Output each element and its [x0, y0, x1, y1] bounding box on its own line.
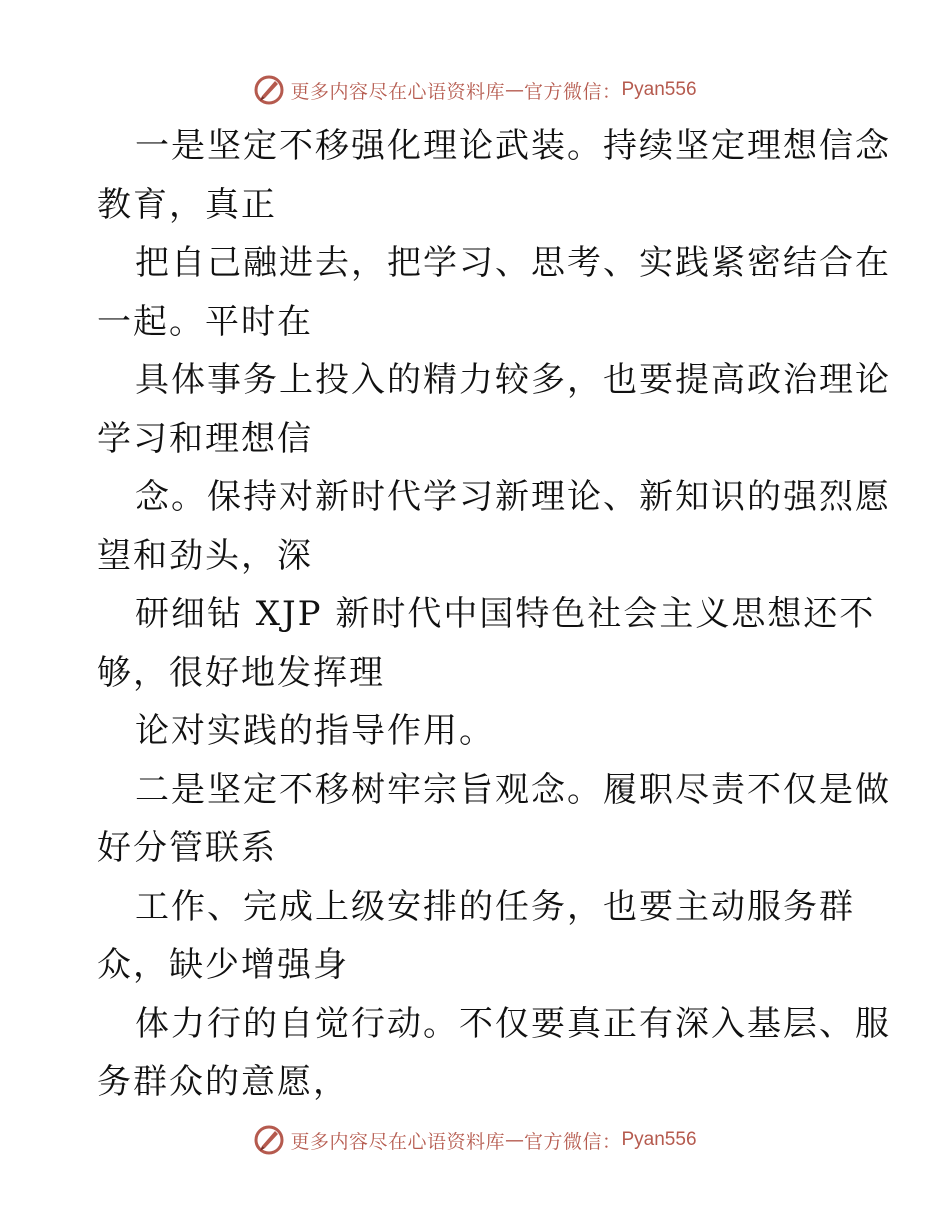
text-line: 二是坚定不移树牢宗旨观念。履职尽责不仅是做: [135, 769, 891, 810]
text-line: 众，缺少增强身: [97, 945, 349, 985]
text-line: 好分管联系: [97, 828, 277, 868]
watermark-separator: —: [504, 1129, 524, 1151]
text-line: 一是坚定不移强化理论武装。持续坚定理想信念: [135, 126, 891, 166]
text-line: 论对实践的指导作用。: [135, 711, 495, 751]
watermark-label: 官方微信：: [523, 80, 622, 103]
text-line: 教育，真正: [97, 184, 277, 225]
text-line: 念。保持对新时代学习新理论、新知识的强烈愿: [135, 477, 891, 517]
text-line: 体力行的自觉行动。不仅要真正有深入基层、服: [135, 1003, 891, 1044]
text-line: 一起。平时在: [97, 301, 313, 342]
text-line: 够，很好地发挥理: [97, 652, 385, 693]
header-watermark: [0, 73, 950, 107]
text-line: 务群众的意愿，: [97, 1062, 349, 1102]
text-line: 工作、完成上级安排的任务，也要主动服务群: [135, 886, 855, 927]
quill-logo-icon: [253, 1124, 285, 1156]
document-body: [97, 117, 891, 1112]
text-line: 把自己融进去，把学习、思考、实践紧密结合在: [135, 243, 891, 283]
watermark-separator: —: [504, 79, 524, 101]
watermark-account: Pyan556: [621, 79, 697, 100]
text-line: 具体事务上投入的精力较多，也要提高政治理论: [135, 360, 891, 400]
watermark-account: Pyan556: [621, 1129, 697, 1150]
watermark-label: 官方微信：: [523, 1130, 622, 1153]
footer-watermark: [0, 1123, 950, 1157]
watermark-text: 更多内容尽在心语资料库: [290, 1130, 505, 1153]
text-line: 研细钻 XJP 新时代中国特色社会主义思想还不: [135, 594, 876, 634]
watermark-text: 更多内容尽在心语资料库: [290, 80, 505, 103]
quill-logo-icon: [253, 74, 285, 106]
text-line: 学习和理想信: [97, 418, 313, 459]
text-line: 望和劲头，深: [97, 535, 313, 576]
